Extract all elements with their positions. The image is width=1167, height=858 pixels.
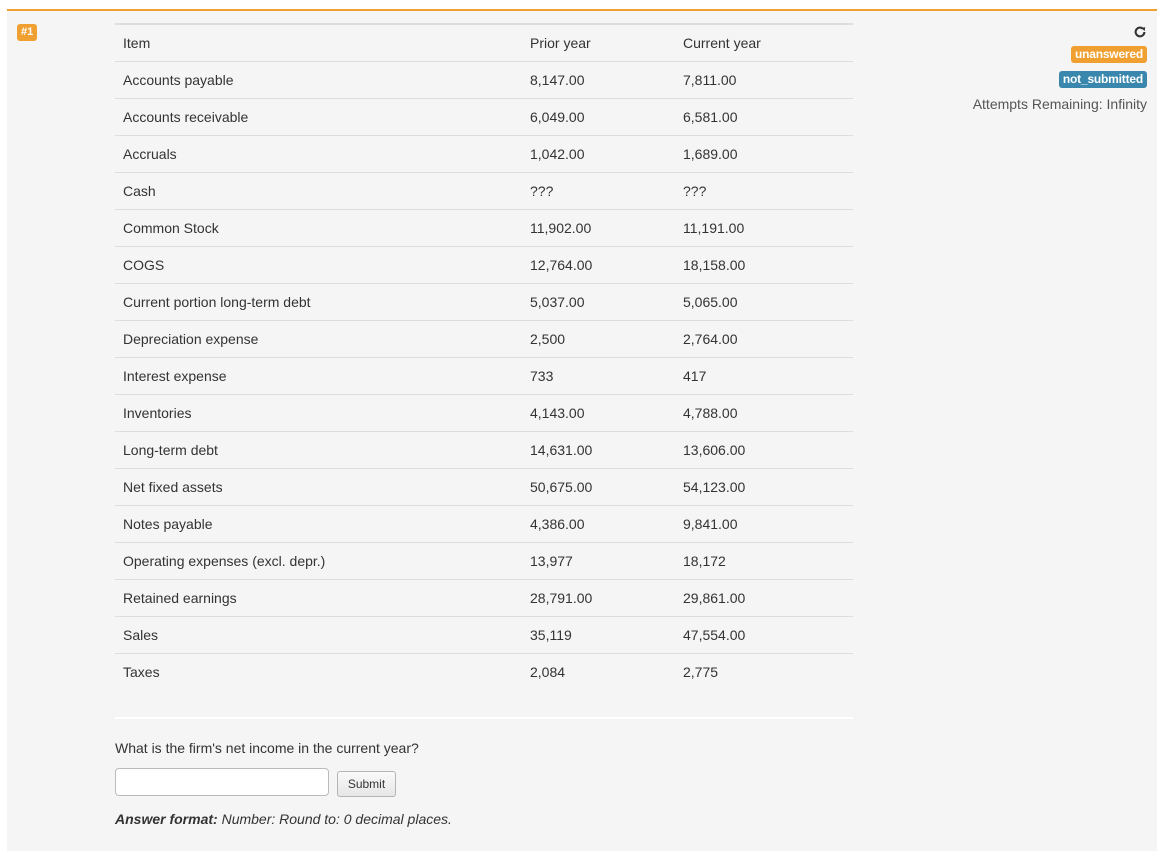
table-row <box>115 543 853 580</box>
current-year-cell: 4,788.00 <box>675 395 853 432</box>
current-year-cell: 1,689.00 <box>675 136 853 173</box>
answer-input[interactable] <box>115 768 329 796</box>
table-row <box>115 358 853 395</box>
table-row <box>115 321 853 358</box>
current-year-cell: 6,581.00 <box>675 99 853 136</box>
item-cell: Depreciation expense <box>115 321 522 358</box>
current-year-cell: 29,861.00 <box>675 580 853 617</box>
question-panel <box>7 9 1157 851</box>
prior-year-cell: 28,791.00 <box>522 580 675 617</box>
prior-year-cell: 1,042.00 <box>522 136 675 173</box>
current-year-cell: 11,191.00 <box>675 210 853 247</box>
prior-year-cell: 2,500 <box>522 321 675 358</box>
current-year-cell: 18,158.00 <box>675 247 853 284</box>
current-year-cell: 2,775 <box>675 654 853 691</box>
item-cell: Long-term debt <box>115 432 522 469</box>
prior-year-cell: 4,143.00 <box>522 395 675 432</box>
table-row <box>115 506 853 543</box>
submit-button[interactable]: Submit <box>337 771 396 797</box>
prior-year-cell: 11,902.00 <box>522 210 675 247</box>
item-cell: Net fixed assets <box>115 469 522 506</box>
prior-year-cell: 14,631.00 <box>522 432 675 469</box>
table-row <box>115 580 853 617</box>
financial-data-table <box>115 23 853 690</box>
table-row <box>115 469 853 506</box>
question-status-area <box>973 25 1147 112</box>
prior-year-cell: 13,977 <box>522 543 675 580</box>
current-year-cell: 9,841.00 <box>675 506 853 543</box>
status-badge: unanswered <box>1071 46 1147 63</box>
item-cell: Interest expense <box>115 358 522 395</box>
current-year-cell: 18,172 <box>675 543 853 580</box>
submission-badge: not_submitted <box>1059 71 1147 88</box>
item-cell: Common Stock <box>115 210 522 247</box>
table-row <box>115 284 853 321</box>
item-cell: Sales <box>115 617 522 654</box>
item-cell: Inventories <box>115 395 522 432</box>
prior-year-cell: 2,084 <box>522 654 675 691</box>
current-year-cell: 54,123.00 <box>675 469 853 506</box>
prior-year-cell: 12,764.00 <box>522 247 675 284</box>
item-cell: Accruals <box>115 136 522 173</box>
table-row <box>115 395 853 432</box>
table-header-row <box>115 24 853 62</box>
item-cell: Notes payable <box>115 506 522 543</box>
question-prompt: What is the firm's net income in the current year? <box>115 740 419 756</box>
item-cell: Accounts payable <box>115 62 522 99</box>
item-cell: Current portion long-term debt <box>115 284 522 321</box>
divider <box>115 717 853 719</box>
prior-year-cell: 5,037.00 <box>522 284 675 321</box>
prior-year-cell: 6,049.00 <box>522 99 675 136</box>
refresh-icon[interactable] <box>1133 25 1147 39</box>
prior-year-cell: 4,386.00 <box>522 506 675 543</box>
current-year-cell: 7,811.00 <box>675 62 853 99</box>
table-row <box>115 62 853 99</box>
question-number-badge: #1 <box>17 24 37 41</box>
table-row <box>115 99 853 136</box>
current-year-cell: 417 <box>675 358 853 395</box>
prior-year-cell: ??? <box>522 173 675 210</box>
table-row <box>115 136 853 173</box>
column-header: Prior year <box>522 24 675 62</box>
current-year-cell: 47,554.00 <box>675 617 853 654</box>
table-row <box>115 432 853 469</box>
prior-year-cell: 35,119 <box>522 617 675 654</box>
table-row <box>115 654 853 691</box>
current-year-cell: 2,764.00 <box>675 321 853 358</box>
answer-format-label: Answer format: <box>115 811 218 827</box>
item-cell: Operating expenses (excl. depr.) <box>115 543 522 580</box>
prior-year-cell: 50,675.00 <box>522 469 675 506</box>
item-cell: COGS <box>115 247 522 284</box>
attempts-remaining: Attempts Remaining: Infinity <box>972 96 1147 112</box>
table-row <box>115 173 853 210</box>
answer-format-text: Number: Round to: 0 decimal places. <box>221 811 452 827</box>
current-year-cell: 13,606.00 <box>675 432 853 469</box>
column-header: Item <box>115 24 522 62</box>
item-cell: Taxes <box>115 654 522 691</box>
answer-format <box>115 811 452 827</box>
column-header: Current year <box>675 24 853 62</box>
table-row <box>115 617 853 654</box>
current-year-cell: ??? <box>675 173 853 210</box>
item-cell: Retained earnings <box>115 580 522 617</box>
table-row <box>115 247 853 284</box>
item-cell: Cash <box>115 173 522 210</box>
current-year-cell: 5,065.00 <box>675 284 853 321</box>
prior-year-cell: 733 <box>522 358 675 395</box>
prior-year-cell: 8,147.00 <box>522 62 675 99</box>
item-cell: Accounts receivable <box>115 99 522 136</box>
table-row <box>115 210 853 247</box>
